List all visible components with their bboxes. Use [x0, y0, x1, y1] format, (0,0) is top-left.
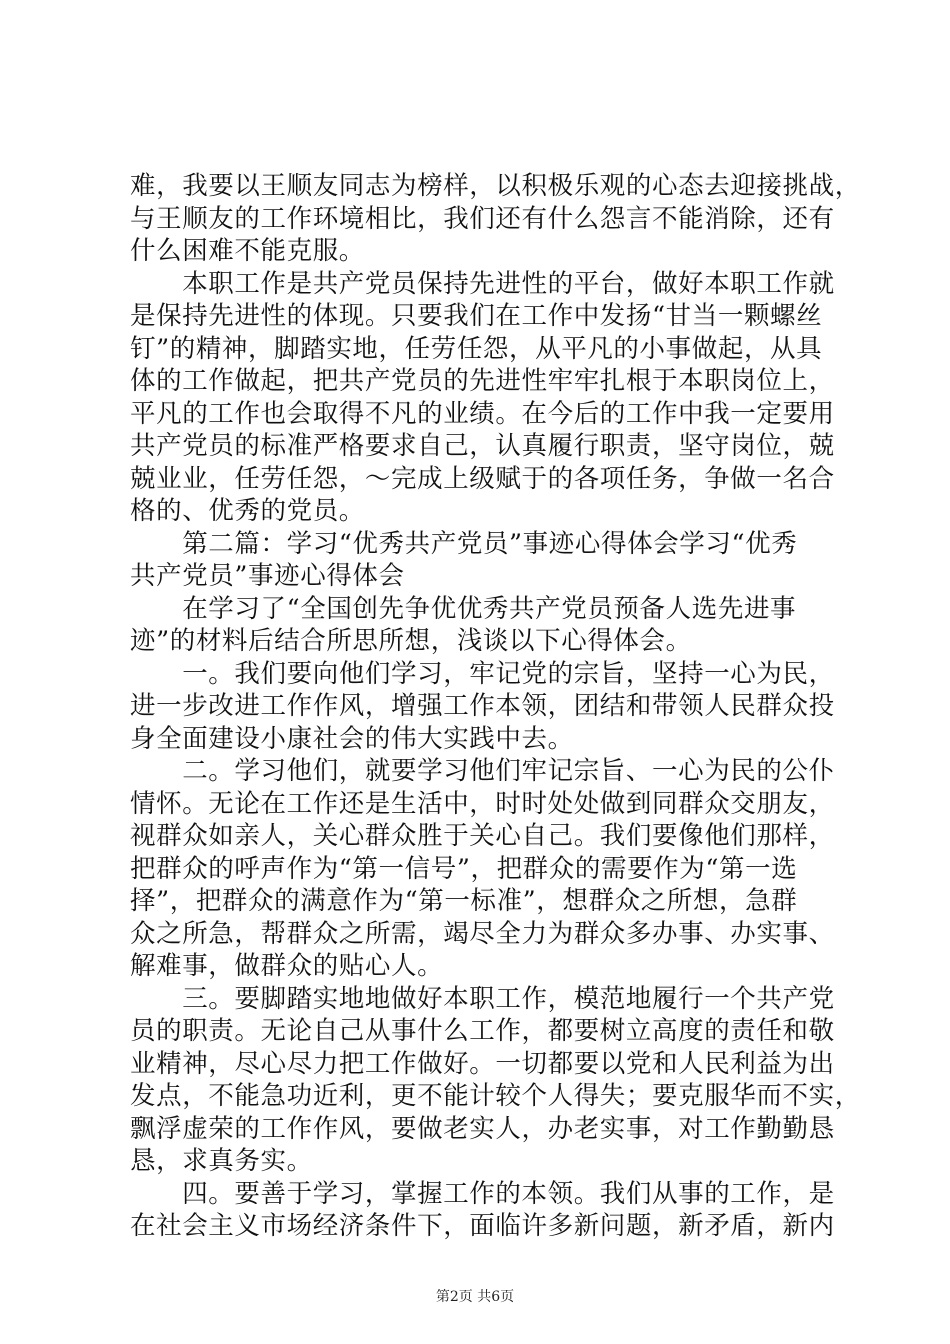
text-line: 三。要脚踏实地地做好本职工作，模范地履行一个共产党 [130, 983, 835, 1014]
page-number-footer: 第2页 共6页 [435, 1289, 515, 1305]
text-line: 发点，不能急功近利，更不能计较个人得失；要克服华而不实， [130, 1081, 861, 1111]
text-line: 共产党员的标准严格要求自己，认真履行职责，坚守岗位，兢 [130, 431, 835, 461]
text-line: 情怀。无论在工作还是生活中，时时处处做到同群众交朋友， [130, 788, 835, 819]
text-line: 恳，求真务实。 [130, 1146, 313, 1176]
text-line: 解难事，做群众的贴心人。 [130, 951, 444, 981]
text-line: 员的职责。无论自己从事什么工作，都要树立高度的责任和敬 [130, 1016, 835, 1046]
text-line: 本职工作是共产党员保持先进性的平台，做好本职工作就 [130, 268, 835, 299]
text-line: 是保持先进性的体现。只要我们在工作中发扬“甘当一颗螺丝 [130, 301, 823, 331]
text-line: 难，我要以王顺友同志为榜样，以积极乐观的心态去迎接挑战， [130, 171, 861, 201]
text-line: 在社会主义市场经济条件下，面临许多新问题，新矛盾，新内 [130, 1211, 835, 1241]
text-line: 飘浮虚荣的工作作风，要做老实人，办老实事，对工作勤勤恳 [130, 1113, 835, 1144]
text-line: 迹”的材料后结合所思所想，浅谈以下心得体会。 [130, 626, 692, 656]
text-line: 择”，把群众的满意作为“第一标准”，想群众之所想，急群 [130, 886, 798, 916]
text-line: 兢业业，任劳任怨，～完成上级赋于的各项任务，争做一名合 [130, 463, 835, 494]
text-line: 四。要善于学习，掌握工作的本领。我们从事的工作，是 [130, 1178, 835, 1209]
text-line: 视群众如亲人，关心群众胜于关心自己。我们要像他们那样， [130, 821, 835, 851]
section-heading-line: 第二篇：学习“优秀共产党员”事迹心得体会学习“优秀 [130, 528, 798, 559]
text-line: 钉”的精神，脚踏实地，任劳任怨，从平凡的小事做起，从具 [130, 333, 823, 364]
text-line: 什么困难不能克服。 [130, 236, 365, 266]
text-line: 在学习了“全国创先争优优秀共产党员预备人选先进事 [130, 593, 797, 624]
text-line: 身全面建设小康社会的伟大实践中去。 [130, 723, 574, 754]
text-line: 众之所急，帮群众之所需，竭尽全力为群众多办事、办实事、 [130, 918, 835, 949]
text-line: 二。学习他们，就要学习他们牢记宗旨、一心为民的公仆 [130, 756, 835, 786]
text-line: 进一步改进工作作风，增强工作本领，团结和带领人民群众投 [130, 691, 835, 721]
text-line: 一。我们要向他们学习，牢记党的宗旨，坚持一心为民， [130, 658, 835, 689]
text-line: 体的工作做起，把共产党员的先进性牢牢扎根于本职岗位上， [130, 366, 835, 396]
text-line: 格的、优秀的党员。 [130, 496, 365, 526]
section-heading-line: 共产党员”事迹心得体会 [130, 561, 405, 591]
document-body [130, 170, 861, 1243]
text-line: 业精神，尽心尽力把工作做好。一切都要以党和人民利益为出 [130, 1048, 835, 1079]
text-line: 把群众的呼声作为“第一信号”，把群众的需要作为“第一选 [130, 853, 798, 884]
text-line: 平凡的工作也会取得不凡的业绩。在今后的工作中我一定要用 [130, 398, 835, 429]
text-line: 与王顺友的工作环境相比，我们还有什么怨言不能消除，还有 [130, 203, 835, 234]
